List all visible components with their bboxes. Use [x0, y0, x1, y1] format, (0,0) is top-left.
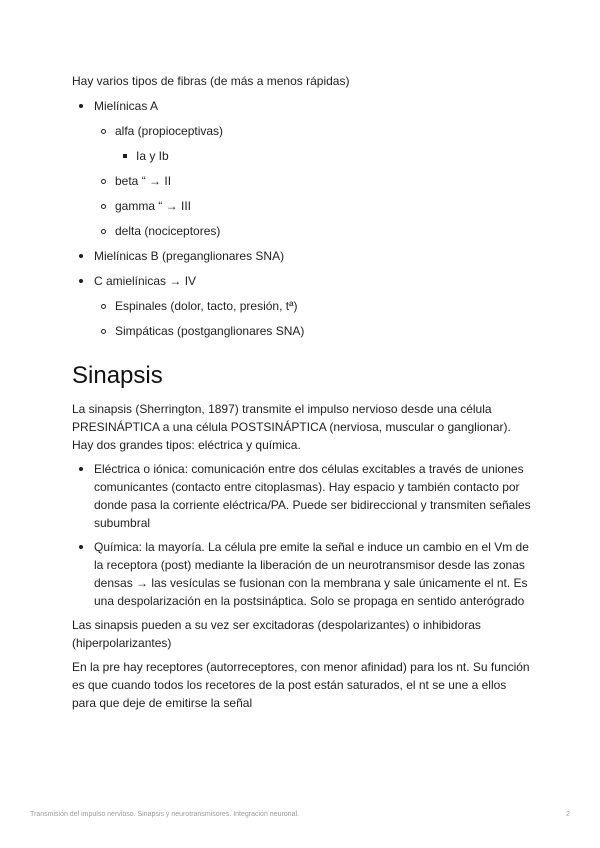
gamma: gamma “ → III — [115, 199, 192, 213]
c-amielinicas-sublist — [94, 297, 532, 340]
list-item — [72, 272, 532, 340]
list-item — [115, 147, 532, 165]
delta: delta (nociceptores) — [115, 224, 221, 238]
sinapsis-electrica: Eléctrica o iónica: comunicación entre dos células excitables a través de uniones comunicantes (contacto entre citoplasmas). Hay espacio y también contacto por donde pasa la corriente eléctrica/PA. Puede ser bidireccional y transmiten señales subumbral — [94, 462, 531, 530]
mielinicas-a-sublist — [94, 122, 532, 240]
list-item — [94, 172, 532, 190]
sinapsis-types-list — [72, 460, 532, 610]
list-item — [72, 538, 532, 610]
mielinicas-a: Mielínicas A — [94, 99, 159, 113]
list-item — [94, 122, 532, 165]
sinapsis-receptores: En la pre hay receptores (autorreceptores, con menor afinidad) para los nt. Su función es que cuando todos los recetores de la post están saturados, el nt se une a ellos para que deje de emitirse la señal — [72, 660, 530, 710]
list-item — [94, 197, 532, 215]
sinapsis-excitadoras: Las sinapsis pueden a su vez ser excitadoras (despolarizantes) o inhibidoras (hiperpolarizantes) — [72, 618, 481, 650]
sinapsis-intro: La sinapsis (Sherrington, 1897) transmite el impulso nervioso desde una célula PRESINÁPTICA a una célula POSTSINÁPTICA (nerviosa, muscular o ganglionar). Hay dos grandes tipos: eléctrica y química. — [72, 402, 511, 452]
simpaticas: Simpáticas (postganglionares SNA) — [115, 324, 305, 338]
page-content — [72, 72, 532, 718]
page-footer — [30, 810, 570, 820]
c-amielinicas: C amielínicas → IV — [94, 274, 197, 288]
ia-ib: Ia y Ib — [136, 149, 169, 163]
alfa: alfa (propioceptivas) — [115, 124, 224, 138]
fibras-intro: Hay varios tipos de fibras (de más a menos rápidas) — [72, 74, 350, 88]
mielinicas-b: Mielínicas B (preganglionares SNA) — [94, 249, 285, 263]
list-item — [72, 460, 532, 532]
sinapsis-heading: Sinapsis — [72, 362, 163, 389]
footer-title: Transmisión del impulso nervioso. Sinapsis y neurotransmisores. Integración neuronal. — [30, 811, 299, 818]
sinapsis-quimica: Química: la mayoría. La célula pre emite la señal e induce un cambio en el Vm de la receptora (post) mediante la liberación de un neurotransmisor desde las zonas densas → las vesículas se fusionan con la membrana y sale únicamente el nt. Es una despolarización en la postsináptica. Solo se propaga en sentido anterógrado — [94, 540, 529, 608]
list-item — [94, 297, 532, 315]
beta: beta “ → II — [115, 174, 172, 188]
espinales: Espinales (dolor, tacto, presión, tª) — [115, 299, 298, 313]
list-item — [72, 247, 532, 265]
list-item — [72, 97, 532, 240]
list-item — [94, 322, 532, 340]
alfa-sublist — [115, 147, 532, 165]
list-item — [94, 222, 532, 240]
fibras-list — [72, 97, 532, 340]
page-number: 2 — [566, 811, 570, 818]
